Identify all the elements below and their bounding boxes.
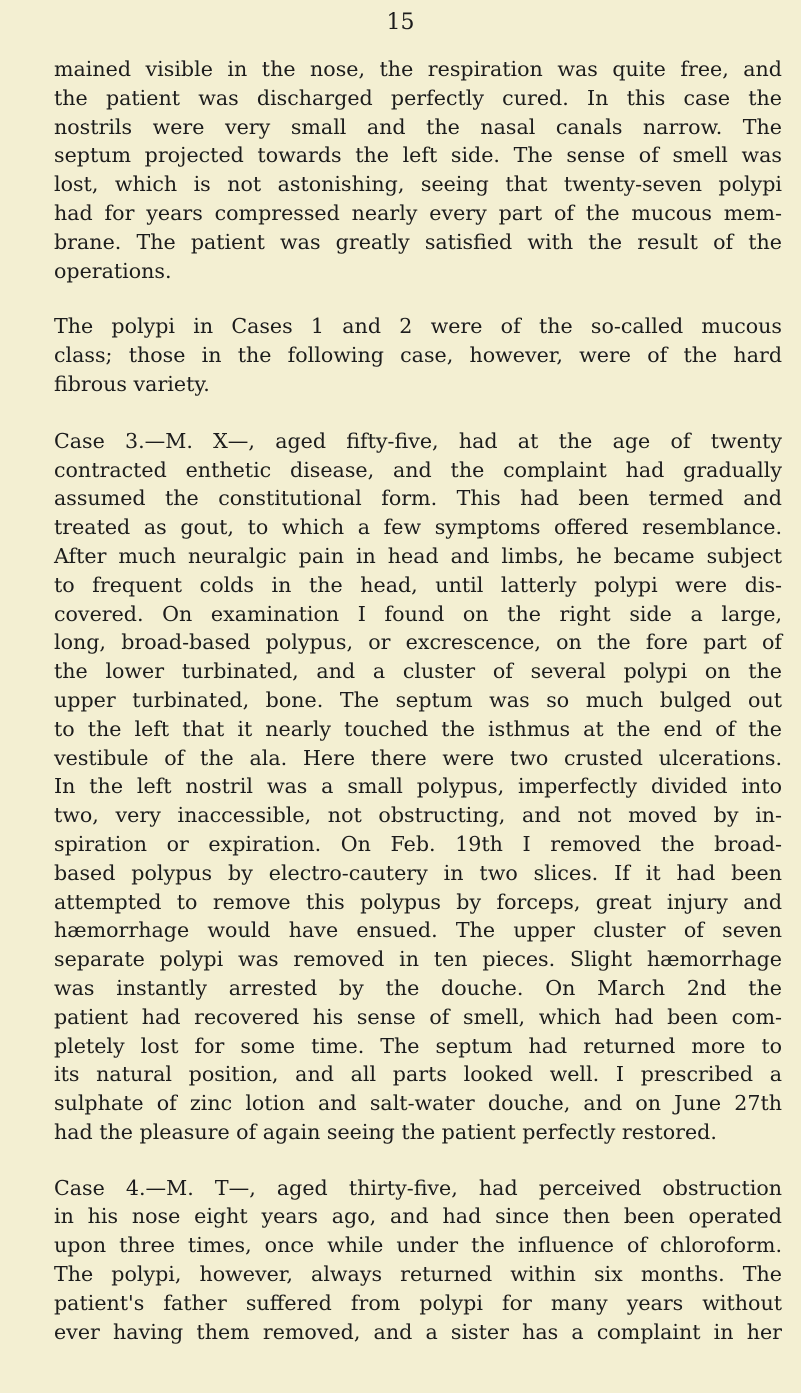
text-line: hæmorrhage would have ensued. The upper cluster of seven [54,918,782,943]
paragraph-case-4 [54,1174,782,1347]
text-line: covered. On examination I found on the right side a large, [54,601,782,626]
text-line: upper turbinated, bone. The septum was so much bulged out [54,687,782,712]
text-line: mained visible in the nose, the respiration was quite free, and [54,57,782,81]
text-line: in his nose eight years ago, and had since then been operated [54,1204,782,1229]
text-line: Case 3.—M. X—, aged fifty-five, had at the age of twenty [54,428,782,453]
text-line: its natural position, and all parts looked well. I prescribed a [54,1062,782,1087]
page-number: 15 [386,10,415,35]
text-line: After much neuralgic pain in head and limbs, he became subject [54,543,782,568]
text-line: to frequent colds in the head, until latterly polypi were dis- [54,572,782,597]
text-line: separate polypi was removed in ten pieces. Slight hæmorrhage [54,947,782,972]
text-line: septum projected towards the left side. The sense of smell was [54,143,782,168]
text-line: assumed the constitutional form. This had been termed and [54,486,782,511]
text-line: The polypi, however, always returned within six months. The [54,1262,782,1287]
text-line: operations. [54,258,172,283]
page-body [54,55,782,1346]
text-line: two, very inaccessible, not obstructing, and not moved by in- [54,803,782,828]
paragraph-case-3 [54,427,782,1147]
text-line: ever having them removed, and a sister has a complaint in her [54,1319,782,1344]
text-line: nostrils were very small and the nasal canals narrow. The [54,114,782,139]
text-line: The polypi in Cases 1 and 2 were of the so-called mucous [54,314,782,339]
text-line: to the left that it nearly touched the isthmus at the end of the [54,716,782,741]
text-line: treated as gout, to which a few symptoms offered resemblance. [54,515,782,540]
text-line: upon three times, once while under the influence of chloroform. [54,1233,782,1258]
text-line: fibrous variety. [54,371,210,396]
text-line: had the pleasure of again seeing the patient perfectly restored. [54,1119,717,1144]
text-line: the lower turbinated, and a cluster of several polypi on the [54,659,782,684]
paragraph-polypi-classes [54,312,782,398]
text-line: In the left nostril was a small polypus, imperfectly divided into [54,774,782,799]
text-line: patient had recovered his sense of smell, which had been com- [54,1004,782,1029]
text-line: class; those in the following case, however, were of the hard [54,343,782,368]
text-line: long, broad-based polypus, or excrescence, on the fore part of [54,630,782,655]
text-line: was instantly arrested by the douche. On March 2nd the [54,975,782,1000]
text-line: brane. The patient was greatly satisfied with the result of the [54,229,782,254]
text-line: pletely lost for some time. The septum had returned more to [54,1033,782,1058]
text-line: lost, which is not astonishing, seeing that twenty-seven polypi [54,172,782,197]
text-line: Case 4.—M. T—, aged thirty-five, had perceived obstruction [54,1175,782,1200]
text-line: the patient was discharged perfectly cured. In this case the [54,85,782,110]
text-line: vestibule of the ala. Here there were two crusted ulcerations. [54,745,782,770]
text-line: patient's father suffered from polypi for many years without [54,1290,782,1315]
text-line: sulphate of zinc lotion and salt-water douche, and on June 27th [54,1091,782,1116]
text-line: had for years compressed nearly every part of the mucous mem- [54,200,782,225]
text-line: attempted to remove this polypus by forceps, great injury and [54,889,782,914]
text-line: spiration or expiration. On Feb. 19th I removed the broad- [54,831,782,856]
text-line: based polypus by electro-cautery in two slices. If it had been [54,860,782,885]
paragraph-case-2-conclusion [54,55,782,285]
text-line: contracted enthetic disease, and the complaint had gradually [54,457,782,482]
